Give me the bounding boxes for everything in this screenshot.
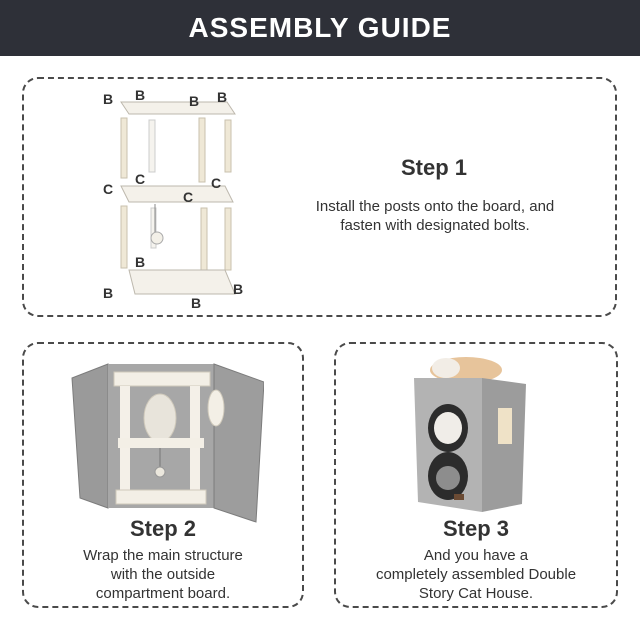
header-bar bbox=[0, 0, 640, 56]
desc-line: with the outside bbox=[110, 566, 216, 583]
bolt-label: B bbox=[135, 87, 146, 103]
step-3-description bbox=[336, 546, 616, 603]
step-2-illustration bbox=[68, 358, 264, 524]
bolt-label: B bbox=[217, 89, 228, 105]
bolt-label: B bbox=[233, 281, 244, 297]
desc-line: Wrap the main structure bbox=[83, 547, 243, 564]
step-3-title: Step 3 bbox=[442, 516, 510, 541]
page-title: ASSEMBLY GUIDE bbox=[188, 12, 452, 43]
bolt-label: B bbox=[191, 295, 202, 311]
desc-line: completely assembled Double bbox=[375, 566, 577, 583]
desc-line: fasten with designated bolts. bbox=[340, 217, 530, 234]
desc-line: compartment board. bbox=[95, 585, 231, 602]
step-1-title: Step 1 bbox=[400, 155, 468, 180]
bolt-label: B bbox=[189, 93, 200, 109]
step-2-card bbox=[22, 342, 304, 608]
bolt-label: C bbox=[103, 181, 114, 197]
step-1-card bbox=[22, 77, 617, 317]
step-2-description bbox=[24, 546, 302, 603]
step-3-card bbox=[334, 342, 618, 608]
desc-line: Install the posts onto the board, and bbox=[315, 198, 555, 215]
step-1-description bbox=[270, 197, 600, 235]
bolt-label: B bbox=[103, 91, 114, 107]
bolt-label: B bbox=[135, 254, 146, 270]
step-1-diagram bbox=[99, 84, 279, 312]
bolt-label: B bbox=[103, 285, 114, 301]
bolt-label: C bbox=[183, 189, 194, 205]
step-3-illustration bbox=[408, 348, 538, 516]
bolt-label: C bbox=[211, 175, 222, 191]
desc-line: Story Cat House. bbox=[418, 585, 534, 602]
bolt-label: C bbox=[135, 171, 146, 187]
desc-line: And you have a bbox=[423, 547, 529, 564]
step-2-title: Step 2 bbox=[129, 516, 197, 541]
